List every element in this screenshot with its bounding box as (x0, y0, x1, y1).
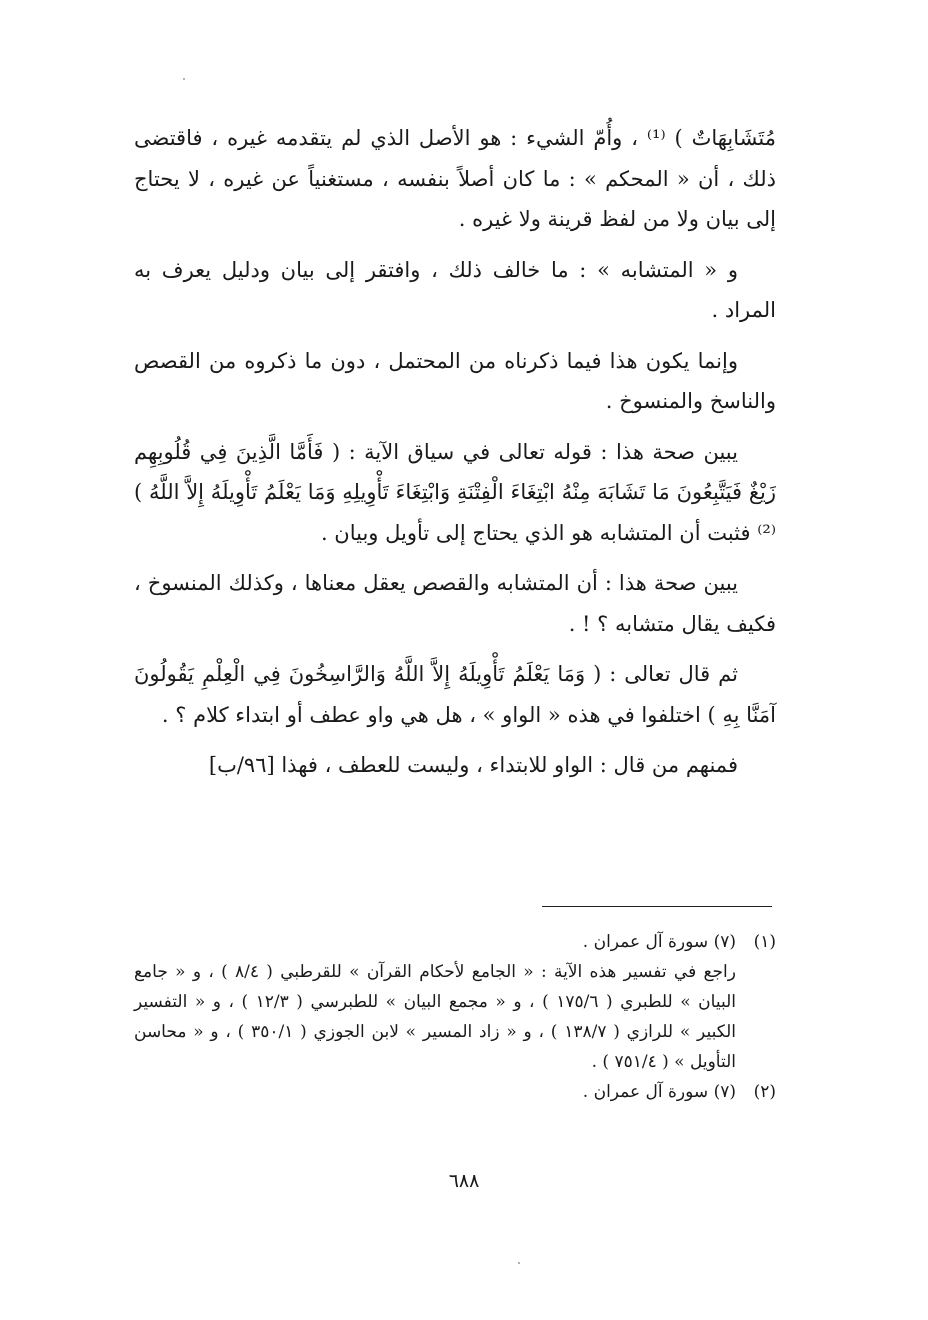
page-number: ٦٨٨ (448, 1170, 480, 1192)
footnote-line: (٧) سورة آل عمران . (582, 1082, 736, 1102)
paragraph-7: فمنهم من قال : الواو للابتداء ، وليست للعطف ، فهذا [٩٦/ب] (208, 753, 738, 777)
footnotes (134, 927, 776, 1107)
footnote-divider (542, 906, 772, 907)
footnote-body (134, 1077, 736, 1107)
footnote-1 (134, 927, 776, 1077)
main-text (134, 118, 776, 796)
paragraph-1: مُتَشَابِهَاتٌ ) ⁽¹⁾ ، وأُمّ الشيء : هو الأصل الذي لم يتقدمه غيره ، فاقتضى ذلك ، أن « المحكم » : ما كان أصلاً بنفسه ، مستغنياً عن غيره ، لا يحتاج إلى بيان ولا من لفظ قرينة ولا غيره . (134, 126, 776, 231)
paragraph-6: ثم قال تعالى : ( وَمَا يَعْلَمُ تَأْوِيلَهُ إِلاَّ اللَّهُ وَالرَّاسِخُونَ فِي الْعِلْمِ يَقُولُونَ آمَنَّا بِهِ ) اختلفوا في هذه « الواو » ، هل هي واو عطف أو ابتداء كلام ؟ . (134, 662, 776, 727)
paragraph-3: وإنما يكون هذا فيما ذكرناه من المحتمل ، دون ما ذكروه من القصص والناسخ والمنسوخ . (134, 348, 776, 413)
paragraph-4: يبين صحة هذا : قوله تعالى في سياق الآية : ( فَأَمَّا الَّذِينَ فِي قُلُوبِهِم زَيْغٌ فَيَتَّبِعُونَ مَا تَشَابَهَ مِنْهُ ابْتِغَاءَ الْفِتْنَةِ وَابْتِغَاءَ تَأْوِيلِهِ وَمَا يَعْلَمُ تَأْوِيلَهُ إِلاَّ اللَّهُ ) ⁽²⁾ فثبت أن المتشابه هو الذي يحتاج إلى تأويل وبيان . (134, 439, 776, 545)
footnote-number: (١) (753, 932, 776, 952)
footnote-line: (٧) سورة آل عمران . (582, 932, 736, 952)
paragraph-2: و « المتشابه » : ما خالف ذلك ، وافتقر إلى بيان ودليل يعرف به المراد . (134, 257, 776, 322)
paragraph-5: يبين صحة هذا : أن المتشابه والقصص يعقل معناها ، وكذلك المنسوخ ، فكيف يقال متشابه ؟ ! . (134, 571, 776, 636)
footnote-line: راجع في تفسير هذه الآية : « الجامع لأحكام القرآن » للقرطبي ( ٨/٤ ) ، و « جامع البيان » للطبري ( ١٧٥/٦ ) ، و « مجمع البيان » للطبرسي ( ١٢/٣ ) ، و « التفسير الكبير » للرازي ( ١٣٨/٧ ) ، و « زاد المسير » لابن الجوزي ( ٣٥٠/١ ) ، و « محاسن التأويل » ( ٧٥١/٤ ) . (134, 962, 736, 1072)
footnote-2 (134, 1077, 776, 1107)
footnote-number: (٢) (753, 1082, 776, 1102)
scan-speck (183, 78, 185, 80)
scan-speck (518, 1262, 520, 1264)
footnote-body (134, 927, 736, 1077)
